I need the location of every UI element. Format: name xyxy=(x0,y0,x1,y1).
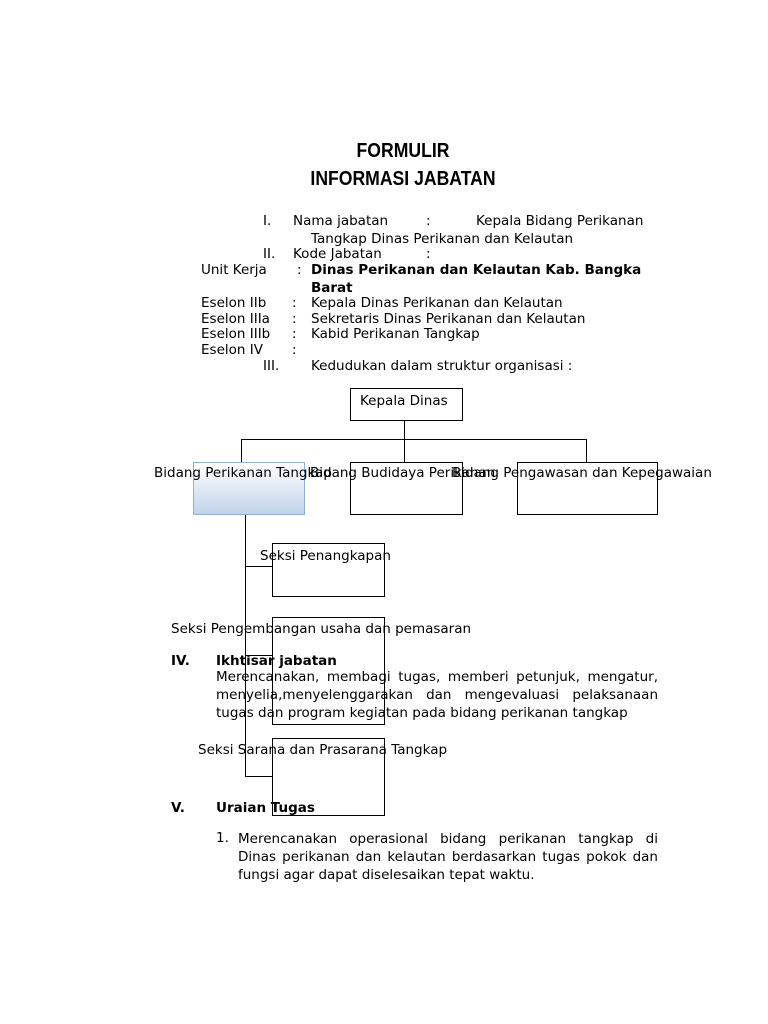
org-label-root: Kepala Dinas xyxy=(360,393,448,409)
org-connector-right xyxy=(586,439,587,462)
section2-label: Kode Jabatan xyxy=(293,246,382,262)
section1-label: Nama jabatan xyxy=(293,213,389,229)
section1-value-line1: Kepala Bidang Perikanan xyxy=(476,213,644,229)
section1-value-line2: Tangkap Dinas Perikanan dan Kelautan xyxy=(311,231,574,247)
eselon-iv-colon: : xyxy=(292,342,297,358)
org-connector-left xyxy=(241,439,242,462)
section4-number: IV. xyxy=(171,653,190,669)
org-connector-root xyxy=(404,421,405,439)
org-label-bidang-pengawasan: Bidang Pengawasan dan Kepegawaian xyxy=(452,465,712,481)
section1-number: I. xyxy=(263,213,272,229)
task-item-text: Merencanakan operasional bidang perikanan tangkap di Dinas perikanan dan kelautan berdasarkan tugas pokok dan fungsi agar dapat diselesaikan tepat waktu. xyxy=(238,831,658,883)
org-connector-horizontal xyxy=(241,439,587,440)
section1-colon: : xyxy=(426,213,431,229)
org-label-seksi-penangkapan: Seksi Penangkapan xyxy=(260,548,391,564)
section2-colon: : xyxy=(426,246,431,262)
section5-number: V. xyxy=(171,800,185,816)
org-label-seksi-sarana: Seksi Sarana dan Prasarana Tangkap xyxy=(198,742,448,758)
eselon-iib-label: Eselon IIb xyxy=(201,295,267,311)
task-item-number: 1. xyxy=(216,830,229,846)
eselon-iiia-colon: : xyxy=(292,311,297,327)
unit-kerja-label: Unit Kerja xyxy=(201,262,267,278)
form-title-line1: FORMULIR xyxy=(356,140,450,162)
org-label-bidang-budidaya: Bidang Budidaya Perikanan xyxy=(310,465,496,481)
unit-kerja-value-line1: Dinas Perikanan dan Kelautan Kab. Bangka xyxy=(311,262,642,278)
eselon-iiib-label: Eselon IIIb xyxy=(201,326,271,342)
org-label-bidang-perikanan-tangkap: Bidang Perikanan Tangkap xyxy=(154,465,332,481)
eselon-iiia-value: Sekretaris Dinas Perikanan dan Kelautan xyxy=(311,311,586,327)
section2-number: II. xyxy=(263,246,276,262)
section3-number: III. xyxy=(263,358,280,374)
unit-kerja-value-line2: Barat xyxy=(311,280,353,296)
org-connector-middle xyxy=(404,439,405,462)
section4-text: Merencanakan, membagi tugas, memberi petunjuk, mengatur, menyelia,menyelenggarakan dan mengevaluasi pelaksanaan tugas dan program kegiatan pada bidang perikanan tangkap xyxy=(216,669,658,721)
form-title-line2: INFORMASI JABATAN xyxy=(310,168,496,190)
eselon-iiib-colon: : xyxy=(292,326,297,342)
eselon-iv-label: Eselon IV xyxy=(201,342,263,358)
eselon-iiib-value: Kabid Perikanan Tangkap xyxy=(311,326,480,342)
org-connector-sub1 xyxy=(245,566,273,567)
org-connector-vertical-sub xyxy=(245,514,246,777)
unit-kerja-colon: : xyxy=(297,262,302,278)
section3-label: Kedudukan dalam struktur organisasi : xyxy=(311,358,573,374)
eselon-iib-colon: : xyxy=(292,295,297,311)
eselon-iib-value: Kepala Dinas Perikanan dan Kelautan xyxy=(311,295,563,311)
eselon-iiia-label: Eselon IIIa xyxy=(201,311,270,327)
org-connector-sub3 xyxy=(245,776,273,777)
section4-heading: Ikhtisar jabatan xyxy=(216,653,337,669)
section5-heading: Uraian Tugas xyxy=(216,800,315,816)
org-label-seksi-pengembangan: Seksi Pengembangan usaha dan pemasaran xyxy=(171,621,472,637)
